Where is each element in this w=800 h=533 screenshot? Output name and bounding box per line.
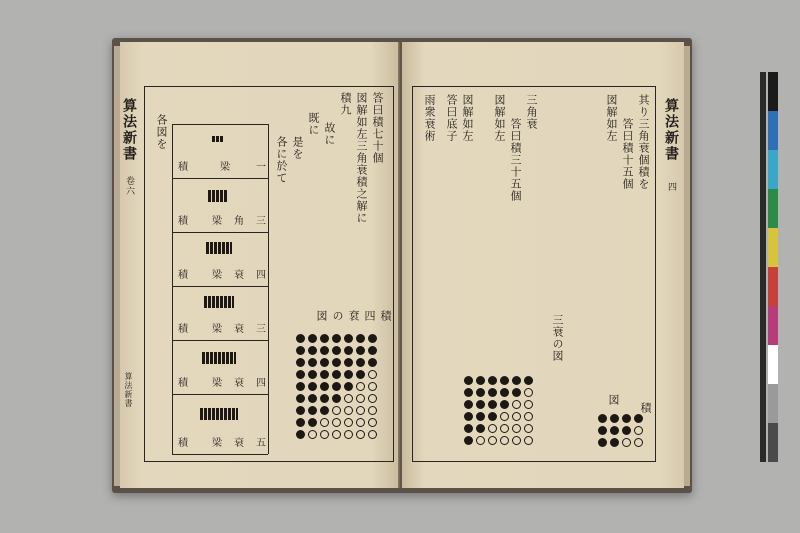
counter-dot	[488, 376, 497, 385]
right-col3: 図解如左	[605, 94, 618, 142]
counter-dot	[500, 400, 509, 409]
counter-dot	[368, 334, 377, 343]
counter-dot	[634, 414, 643, 423]
counter-dot	[464, 412, 473, 421]
counter-dot	[308, 346, 317, 355]
counter-dot	[308, 370, 317, 379]
table-row-a: 梁	[220, 162, 230, 173]
counter-dot	[320, 382, 329, 391]
counter-dot	[332, 370, 341, 379]
left-col5: 既に	[307, 112, 320, 136]
counter-dot	[598, 438, 607, 447]
counter-dot	[308, 418, 317, 427]
counter-dot	[308, 358, 317, 367]
right-col5: 答曰積三十五個	[509, 118, 522, 202]
table-row-a: 梁	[212, 324, 222, 335]
hollow-counter-dot	[344, 406, 353, 415]
counter-dot	[320, 334, 329, 343]
left-fig-label2: 袞	[347, 310, 360, 322]
table-row-b: 角	[234, 216, 244, 227]
left-col4: 故に	[323, 122, 336, 146]
counter-dot	[332, 334, 341, 343]
counter-dot	[488, 400, 497, 409]
hollow-counter-dot	[368, 406, 377, 415]
counter-dot	[296, 406, 305, 415]
hollow-counter-dot	[332, 418, 341, 427]
hollow-counter-dot	[512, 424, 521, 433]
table-row-label: 積	[178, 270, 188, 281]
table-row-num: 四	[256, 378, 266, 389]
hollow-counter-dot	[368, 370, 377, 379]
color-patch	[768, 72, 778, 111]
counter-dot	[610, 438, 619, 447]
counter-dot	[476, 424, 485, 433]
table-row-b: 衰	[234, 378, 244, 389]
hollow-counter-dot	[500, 412, 509, 421]
hollow-counter-dot	[622, 438, 631, 447]
hollow-counter-dot	[524, 436, 533, 445]
hollow-counter-dot	[500, 436, 509, 445]
table-row-num: 一	[256, 162, 266, 173]
counter-dot	[296, 418, 305, 427]
right-col7: 答曰底子	[445, 94, 458, 142]
counter-dot	[476, 388, 485, 397]
table-row-label: 積	[178, 438, 188, 449]
table-row-b: 衰	[234, 324, 244, 335]
right-dot-figure-medium	[464, 376, 540, 452]
left-table	[172, 124, 268, 454]
left-side-page-no: 卷六	[124, 176, 134, 196]
color-patch	[768, 111, 778, 150]
counter-dot	[296, 334, 305, 343]
right-col1: 其り三角衰個積を	[637, 94, 650, 190]
counter-dot	[320, 370, 329, 379]
counter-dot	[464, 376, 473, 385]
hollow-counter-dot	[524, 424, 533, 433]
counter-dot	[476, 376, 485, 385]
table-row-b: 衰	[234, 270, 244, 281]
hollow-counter-dot	[488, 424, 497, 433]
counter-dot	[344, 346, 353, 355]
right-fig1-label: 積	[639, 402, 652, 414]
left-page	[120, 42, 400, 488]
right-side-page-no: 四	[666, 182, 676, 192]
counter-dot	[368, 358, 377, 367]
table-row-label: 積	[178, 216, 188, 227]
counter-dot	[356, 334, 365, 343]
right-col2: 答曰積十五個	[621, 118, 634, 190]
left-fig-label1: 積	[379, 310, 392, 322]
right-col9: 雨衆衰術	[423, 94, 436, 142]
counter-dot	[464, 388, 473, 397]
hollow-counter-dot	[356, 406, 365, 415]
counter-dot	[512, 376, 521, 385]
right-dot-figure-small	[598, 414, 648, 454]
counter-dot	[598, 426, 607, 435]
counter-dot	[476, 412, 485, 421]
table-row-a: 梁	[212, 216, 222, 227]
left-note-a: 各図を	[155, 114, 168, 150]
counter-dot	[320, 406, 329, 415]
counter-dot	[296, 382, 305, 391]
page-edges-right	[684, 46, 690, 486]
hollow-counter-dot	[356, 394, 365, 403]
counter-dot	[622, 426, 631, 435]
counter-dot	[344, 382, 353, 391]
right-col6: 図解如左	[493, 94, 506, 142]
hollow-counter-dot	[368, 394, 377, 403]
counter-dot	[332, 346, 341, 355]
left-fig-label4: 図	[315, 310, 328, 322]
left-fig-label3: の	[331, 310, 344, 322]
counter-dot	[356, 370, 365, 379]
counter-dot	[500, 388, 509, 397]
hollow-counter-dot	[368, 382, 377, 391]
counter-dot	[344, 334, 353, 343]
left-col7: 各に於て	[275, 136, 288, 184]
hollow-counter-dot	[476, 436, 485, 445]
book	[112, 38, 692, 493]
hollow-counter-dot	[368, 418, 377, 427]
table-row-a: 梁	[212, 378, 222, 389]
counter-dot	[464, 400, 473, 409]
counter-dot	[598, 414, 607, 423]
table-row-label: 積	[178, 378, 188, 389]
color-patch	[768, 189, 778, 228]
color-chart-grey-strip	[760, 72, 766, 462]
hollow-counter-dot	[500, 424, 509, 433]
right-col4: 三角衰	[525, 94, 538, 130]
hollow-counter-dot	[634, 438, 643, 447]
counter-dot	[610, 414, 619, 423]
table-row-a: 梁	[212, 438, 222, 449]
color-patch	[768, 150, 778, 189]
hollow-counter-dot	[344, 430, 353, 439]
counter-dot	[296, 346, 305, 355]
color-patch	[768, 228, 778, 267]
right-fig3-label: 図	[607, 394, 620, 406]
counter-dot	[308, 394, 317, 403]
left-side-label: 算法新書	[124, 372, 133, 408]
hollow-counter-dot	[634, 426, 643, 435]
color-reference-chart	[768, 72, 778, 462]
table-row-num: 四	[256, 270, 266, 281]
table-row-label: 積	[178, 324, 188, 335]
counter-dot	[610, 426, 619, 435]
right-col8: 図解如左	[461, 94, 474, 142]
left-col1: 答曰積七十個	[371, 92, 384, 164]
hollow-counter-dot	[332, 430, 341, 439]
table-row-num: 三	[256, 324, 266, 335]
counter-dot	[344, 370, 353, 379]
table-row-num: 五	[256, 438, 266, 449]
counter-dot	[308, 406, 317, 415]
counter-dot	[296, 394, 305, 403]
table-row-a: 梁	[212, 270, 222, 281]
left-col2: 図解如左三角衰積之解に	[355, 92, 368, 224]
counter-dot	[296, 358, 305, 367]
counter-dot	[356, 346, 365, 355]
counter-dot	[332, 394, 341, 403]
hollow-counter-dot	[524, 412, 533, 421]
color-patch	[768, 423, 778, 462]
left-dot-figure	[296, 334, 386, 446]
hollow-counter-dot	[344, 394, 353, 403]
left-fig-title: 四	[363, 310, 376, 322]
right-side-title: 算法新書	[663, 98, 679, 162]
color-patch	[768, 384, 778, 423]
left-side-title: 算法新書	[121, 98, 137, 162]
right-page	[402, 42, 684, 488]
counter-dot	[308, 334, 317, 343]
color-patch	[768, 267, 778, 306]
hollow-counter-dot	[308, 430, 317, 439]
hollow-counter-dot	[320, 418, 329, 427]
counter-dot	[464, 424, 473, 433]
counter-dot	[320, 346, 329, 355]
hollow-counter-dot	[320, 430, 329, 439]
counter-dot	[332, 382, 341, 391]
hollow-counter-dot	[356, 430, 365, 439]
color-patch	[768, 306, 778, 345]
hollow-counter-dot	[356, 418, 365, 427]
counter-dot	[464, 436, 473, 445]
right-fig2-label: 三衰の図	[551, 314, 564, 362]
counter-dot	[368, 346, 377, 355]
hollow-counter-dot	[524, 388, 533, 397]
table-row-b: 衰	[234, 438, 244, 449]
counter-dot	[332, 358, 341, 367]
counter-dot	[320, 394, 329, 403]
counter-dot	[344, 358, 353, 367]
hollow-counter-dot	[512, 400, 521, 409]
hollow-counter-dot	[368, 430, 377, 439]
color-patch	[768, 345, 778, 384]
table-row-num: 三	[256, 216, 266, 227]
counter-dot	[488, 388, 497, 397]
counter-dot	[500, 376, 509, 385]
hollow-counter-dot	[512, 436, 521, 445]
counter-dot	[296, 370, 305, 379]
counter-dot	[308, 382, 317, 391]
counter-dot	[296, 430, 305, 439]
hollow-counter-dot	[344, 418, 353, 427]
counter-dot	[476, 400, 485, 409]
counter-dot	[488, 412, 497, 421]
counter-dot	[524, 376, 533, 385]
hollow-counter-dot	[524, 400, 533, 409]
table-row-label: 積	[178, 162, 188, 173]
hollow-counter-dot	[488, 436, 497, 445]
hollow-counter-dot	[356, 382, 365, 391]
hollow-counter-dot	[512, 412, 521, 421]
counter-dot	[356, 358, 365, 367]
hollow-counter-dot	[332, 406, 341, 415]
counter-dot	[512, 388, 521, 397]
left-col6: 是を	[291, 136, 304, 160]
left-col3: 積九	[339, 92, 352, 116]
counter-dot	[320, 358, 329, 367]
counter-dot	[622, 414, 631, 423]
